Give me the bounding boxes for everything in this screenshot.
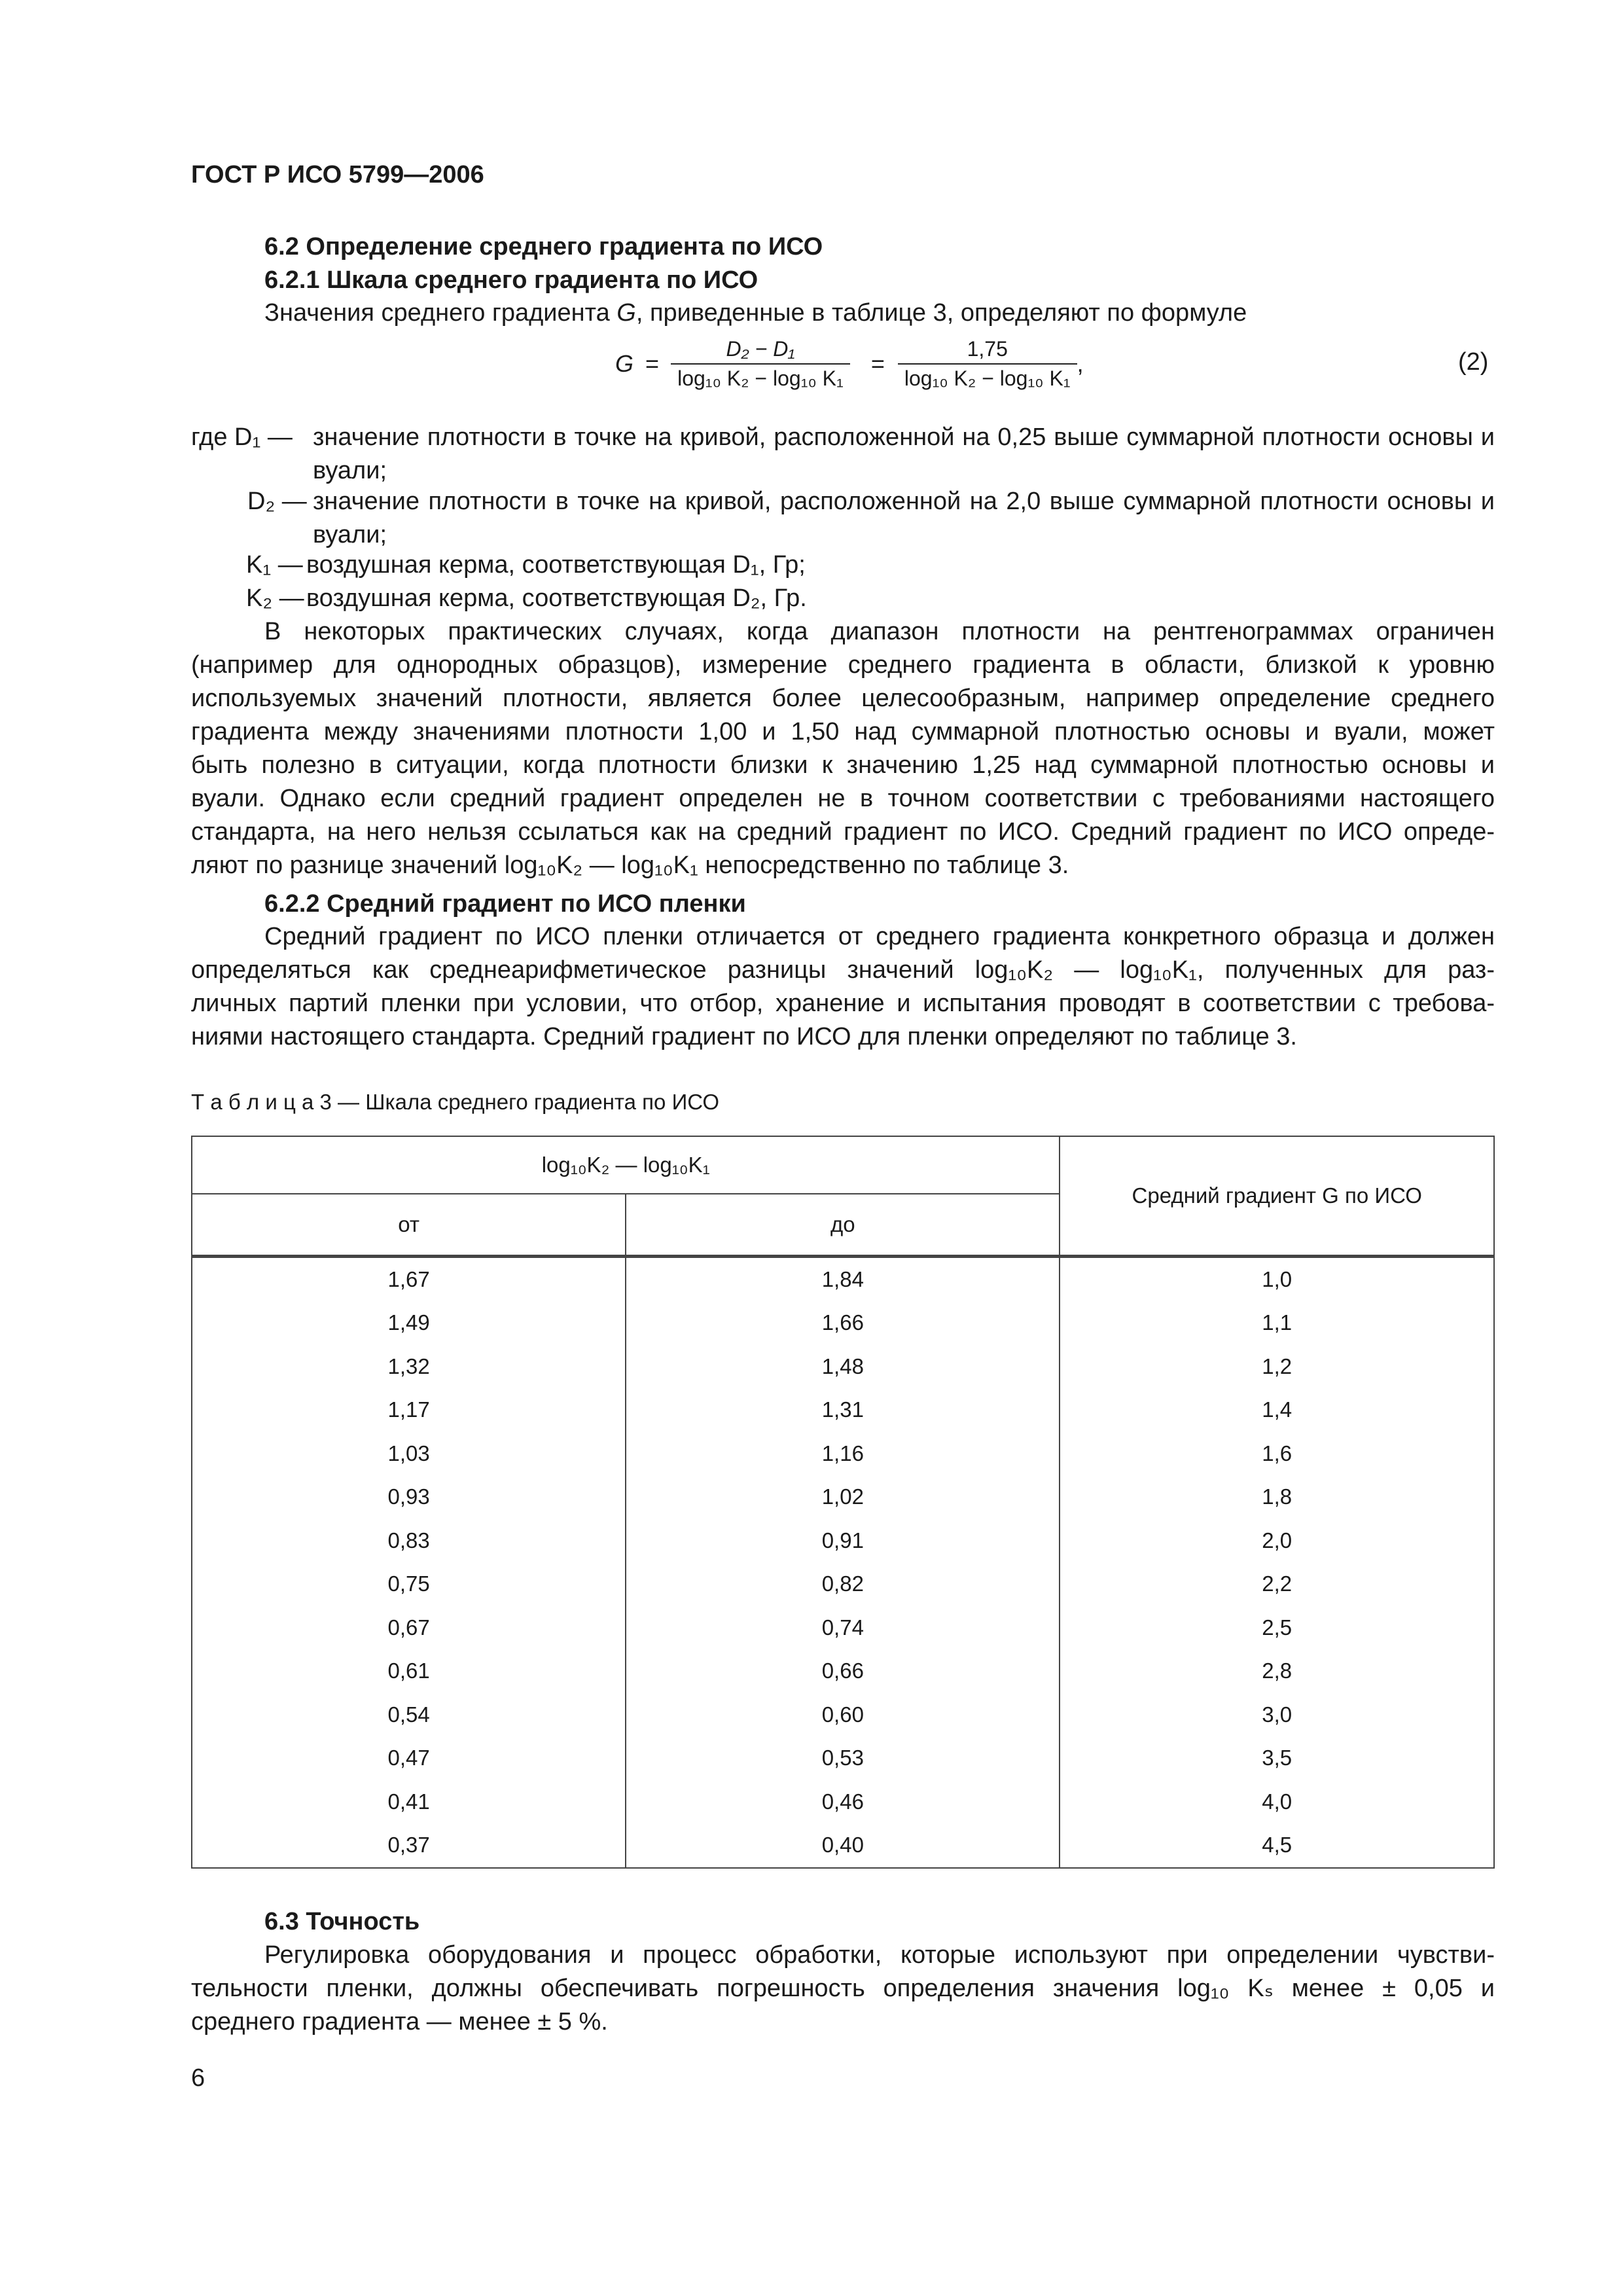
paragraph-line: ляют по разнице значений log₁₀K₂ — log₁₀K₁ непосредственно по таблице 3.: [191, 852, 1069, 879]
formula-equals-1: =: [645, 350, 660, 377]
gradient-scale-table: [191, 1136, 1495, 1869]
header-to: до: [626, 1194, 1060, 1256]
cell-to: 0,74: [626, 1606, 1060, 1650]
section-6-2-title: 6.2 Определение среднего градиента по ИСО: [264, 233, 823, 260]
cell-from: 0,37: [192, 1823, 626, 1868]
definition-d1: [191, 421, 1495, 488]
cell-to: 0,91: [626, 1519, 1060, 1563]
paragraph-line: ниями настоящего стандарта. Средний градиент по ИСО для пленки определяют по таблице 3.: [191, 1023, 1297, 1050]
cell-from: 0,41: [192, 1780, 626, 1824]
definition-k2-body: воздушная керма, соответствующая D₂, Гр.: [306, 584, 807, 612]
table-caption-label: Т а б л и ц а 3: [191, 1090, 332, 1114]
section-6-3-title: 6.3 Точность: [264, 1908, 420, 1935]
cell-to: 0,53: [626, 1736, 1060, 1780]
table-row: [192, 1256, 1494, 1301]
cell-from: 0,93: [192, 1475, 626, 1519]
table-row: [192, 1388, 1494, 1432]
table-row: [192, 1475, 1494, 1519]
cell-to: 0,82: [626, 1562, 1060, 1606]
cell-to: 1,84: [626, 1256, 1060, 1301]
cell-from: 1,17: [192, 1388, 626, 1432]
cell-to: 1,31: [626, 1388, 1060, 1432]
definition-d1-body: значение плотности в точке на кривой, расположенной на 0,25 выше суммарной плотности основы и вуали;: [313, 423, 1495, 484]
table-row: [192, 1562, 1494, 1606]
formula-numerator-2: 1,75: [898, 337, 1077, 365]
cell-from: 0,61: [192, 1649, 626, 1693]
cell-to: 0,60: [626, 1693, 1060, 1737]
cell-gradient: 4,0: [1060, 1780, 1494, 1824]
cell-gradient: 2,8: [1060, 1649, 1494, 1693]
intro-text-b: , приведенные в таблице 3, определяют по формуле: [635, 299, 1247, 327]
cell-gradient: 1,4: [1060, 1388, 1494, 1432]
paragraph-line: определяться как среднеарифметическое разницы значений log₁₀K₂ — log₁₀K₁, полученных для раз-: [191, 956, 1495, 984]
section-6-2-1-intro: [264, 296, 1247, 330]
paragraph-line: личных партий пленки при условии, что отбор, хранение и испытания проводят в соответствии с требова-: [191, 990, 1495, 1017]
table-row: [192, 1736, 1494, 1780]
formula-equals-2: =: [870, 350, 885, 377]
table-row: [192, 1519, 1494, 1563]
cell-from: 1,67: [192, 1256, 626, 1301]
table-caption-text: — Шкала среднего градиента по ИСО: [331, 1090, 720, 1114]
formula-g: G: [615, 350, 634, 377]
definition-k1-term: K₁ —: [246, 551, 303, 579]
formula-denominator-1: log₁₀ K₂ − log₁₀ K₁: [677, 367, 844, 390]
cell-gradient: 2,5: [1060, 1606, 1494, 1650]
standard-code-header: ГОСТ Р ИСО 5799—2006: [191, 161, 484, 188]
cell-to: 0,40: [626, 1823, 1060, 1868]
paragraph-accuracy: [191, 1939, 1495, 2039]
cell-from: 1,32: [192, 1345, 626, 1389]
cell-from: 1,49: [192, 1301, 626, 1345]
cell-from: 1,03: [192, 1432, 626, 1476]
cell-to: 1,16: [626, 1432, 1060, 1476]
paragraph-film-gradient: [191, 920, 1495, 1054]
cell-to: 1,48: [626, 1345, 1060, 1389]
table-row: [192, 1693, 1494, 1737]
formula-2: [615, 337, 1084, 391]
definition-k1-body: воздушная керма, соответствующая D₁, Гр;: [306, 551, 806, 579]
formula-numerator-1: D₂ − D₁: [671, 337, 850, 365]
paragraph-line: среднего градиента — менее ± 5 %.: [191, 2008, 608, 2036]
table-row: [192, 1823, 1494, 1868]
table-caption: [191, 1090, 719, 1115]
cell-from: 0,75: [192, 1562, 626, 1606]
header-mean-gradient: Средний градиент G по ИСО: [1060, 1136, 1494, 1256]
paragraph-line: используемых значений плотности, является более целесообразным, например определение среднего: [191, 685, 1495, 712]
table-row: [192, 1432, 1494, 1476]
paragraph-line: В некоторых практических случаях, когда диапазон плотности на рентгенограммах ограничен: [264, 618, 1495, 645]
intro-g-symbol: G: [616, 299, 636, 327]
table-row: [192, 1345, 1494, 1389]
cell-gradient: 2,2: [1060, 1562, 1494, 1606]
paragraph-line: быть полезно в ситуации, когда плотности близки к значению 1,25 над суммарной плотностью основы и: [191, 751, 1495, 779]
definition-d1-term: где D₁ —: [191, 423, 293, 451]
cell-to: 0,46: [626, 1780, 1060, 1824]
cell-gradient: 1,6: [1060, 1432, 1494, 1476]
paragraph-practical-cases: [191, 615, 1495, 882]
cell-from: 0,67: [192, 1606, 626, 1650]
header-log-range: log₁₀K₂ — log₁₀K₁: [192, 1136, 1060, 1194]
paragraph-line: стандарта, на него нельзя ссылаться как на средний градиент по ИСО. Средний градиент по ИСО опреде-: [191, 818, 1495, 846]
cell-gradient: 2,0: [1060, 1519, 1494, 1563]
cell-gradient: 1,0: [1060, 1256, 1494, 1301]
cell-gradient: 1,2: [1060, 1345, 1494, 1389]
definition-d2-body: значение плотности в точке на кривой, расположенной на 2,0 выше суммарной плотности основы и вуали;: [313, 488, 1495, 548]
definition-k1: [191, 548, 1495, 582]
paragraph-line: тельности пленки, должны обеспечивать погрешность определения значения log₁₀ Kₛ менее ± 0,05 и: [191, 1975, 1495, 2002]
formula-number: (2): [1458, 348, 1489, 376]
cell-gradient: 1,1: [1060, 1301, 1494, 1345]
intro-text-a: Значения среднего градиента: [264, 299, 617, 327]
paragraph-line: (например для однородных образцов), измерение среднего градиента в области, близкой к уровню: [191, 651, 1495, 679]
formula-comma: ,: [1077, 350, 1084, 377]
cell-gradient: 1,8: [1060, 1475, 1494, 1519]
formula-fraction-2: [898, 337, 1077, 391]
table-row: [192, 1780, 1494, 1824]
section-6-2-1-title: 6.2.1 Шкала среднего градиента по ИСО: [264, 266, 758, 294]
paragraph-line: вуали. Однако если средний градиент определен не в точном соответствии с требованиями настоящего: [191, 785, 1495, 812]
paragraph-line: Регулировка оборудования и процесс обработки, которые используют при определении чувстви-: [264, 1941, 1495, 1969]
header-from: от: [192, 1194, 626, 1256]
paragraph-line: Средний градиент по ИСО пленки отличается от среднего градиента конкретного образца и должен: [264, 923, 1495, 950]
section-6-2-2-title: 6.2.2 Средний градиент по ИСО пленки: [264, 890, 746, 918]
definition-d2: [191, 485, 1495, 552]
definition-k2-term: K₂ —: [246, 584, 304, 612]
table-row: [192, 1301, 1494, 1345]
definition-k2: [191, 582, 1495, 615]
table-row: [192, 1606, 1494, 1650]
paragraph-line: градиента между значениями плотности 1,00 и 1,50 над суммарной плотностью основы и вуали, может: [191, 718, 1495, 745]
page-number: 6: [191, 2064, 205, 2092]
table-header-row: [192, 1136, 1494, 1194]
definition-d2-term: D₂ —: [247, 488, 307, 515]
table-body: [192, 1256, 1494, 1868]
cell-gradient: 4,5: [1060, 1823, 1494, 1868]
formula-denominator-2: log₁₀ K₂ − log₁₀ K₁: [904, 367, 1071, 390]
cell-to: 1,66: [626, 1301, 1060, 1345]
cell-from: 0,47: [192, 1736, 626, 1780]
table-row: [192, 1649, 1494, 1693]
cell-from: 0,54: [192, 1693, 626, 1737]
cell-gradient: 3,0: [1060, 1693, 1494, 1737]
cell-from: 0,83: [192, 1519, 626, 1563]
formula-fraction-1: [671, 337, 850, 391]
cell-to: 1,02: [626, 1475, 1060, 1519]
cell-gradient: 3,5: [1060, 1736, 1494, 1780]
cell-to: 0,66: [626, 1649, 1060, 1693]
